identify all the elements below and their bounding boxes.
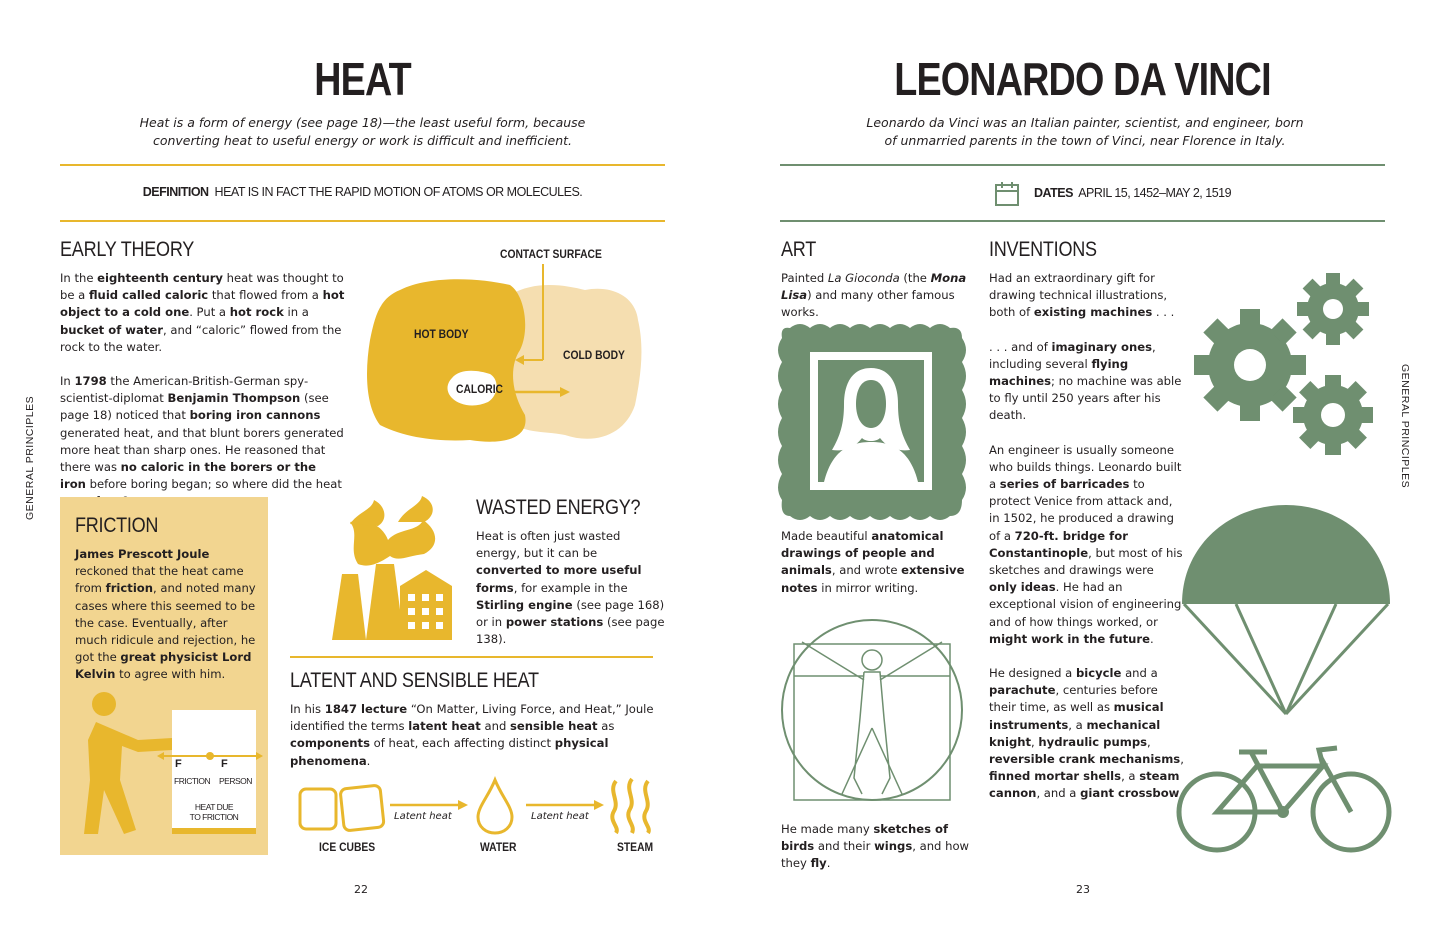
- label-water: WATER: [480, 840, 517, 854]
- inventions-text: Had an extraordinary gift for drawing technical illustrations, both of existing machines . . . . . . and of imaginary ones, including several flying machines; no machine was able to fly until 250 years after his death. An engineer is usually someone who builds things. Leonardo built a series of barricades to protect Venice from attack and, in 1502, he produced a drawing of a 720-ft. bridge for Constantinople, but most of his sketches and drawings were only ideas. He had an exceptional vision of engineering and of how things worked, or might work in the future. He designed a bicycle and a parachute, centuries before their time, as well as musical instruments, a mechanical knight, hydraulic pumps, reversible crank mechanisms, finned mortar shells, a steam cannon, and a giant crossbow.: [989, 271, 1184, 801]
- ice-cube-icon: [300, 789, 336, 829]
- label-steam: STEAM: [617, 840, 654, 854]
- heat-due-line1: HEAT DUE: [194, 802, 234, 812]
- phase-diagram: [298, 775, 658, 840]
- heat-intro: Heat is a form of energy (see page 18)—the least useful form, because converting heat to useful energy or work is difficult and inefficient.: [139, 115, 586, 148]
- side-label-left: GENERAL PRINCIPLES: [24, 395, 36, 520]
- vitruvian-man-icon: [772, 618, 972, 808]
- friction-heading-wrap: [75, 514, 172, 538]
- art-text-3: He made many sketches of birds and their wings, and how they fly.: [781, 822, 970, 871]
- gears-icon: [1195, 275, 1395, 475]
- page-number-left: 22: [354, 883, 368, 896]
- dates-text: APRIL 15, 1452–MAY 2, 1519: [1078, 186, 1232, 200]
- art-heading: ART: [781, 238, 817, 261]
- label-friction-small: FRICTION: [174, 776, 211, 786]
- heat-due-label: [172, 802, 256, 822]
- left-page-title-wrap: [60, 52, 665, 106]
- early-theory-heading-wrap: [60, 238, 216, 262]
- right-intro-wrap: [865, 114, 1305, 150]
- parachute-icon: [1180, 500, 1392, 720]
- water-drop-icon: [478, 780, 512, 833]
- f-label-person: F: [221, 758, 228, 770]
- wasted-energy-text: Heat is often just wasted energy, but it can be converted to more useful forms, for example in the Stirling engine (see page 168) or in power stations (see page 138).: [476, 529, 665, 647]
- art-text-2: Made beautiful anatomical drawings of people and animals, and wrote extensive notes in mirror writing.: [781, 529, 965, 595]
- side-label-right: GENERAL PRINCIPLES: [1399, 364, 1411, 489]
- heat-due-line2: TO FRICTION: [189, 812, 239, 822]
- dates-label: DATES: [1034, 186, 1073, 200]
- dates-line: [1034, 186, 1231, 200]
- early-theory-text: In the eighteenth century heat was thought to be a fluid called caloric that flowed from a hot object to a cold one. Put a hot rock in a bucket of water, and “caloric” flowed from the rock to the water. In 1798 the American-British-German spy-scientist-diplomat Benjamin Thompson (see page 18) noticed that boring iron cannons generated heat, and that blunt borers generated more heat than sharp ones. He reasoned that there was no caloric in the borers or the iron before boring began; so where did the heat: [60, 271, 345, 492]
- latent-text: In his 1847 lecture “On Matter, Living Force, and Heat,” Joule identified the terms latent heat and sensible heat as components of heat, each affecting distinct physical phenomena.: [290, 702, 654, 768]
- art-text-1: Painted La Gioconda (the Mona Lisa) and many other famous works.: [781, 271, 967, 320]
- latent-arrow-label-2: Latent heat: [531, 811, 589, 822]
- page-number-right: 23: [1076, 883, 1090, 896]
- bicycle-icon: [1175, 738, 1395, 858]
- mona-lisa-frame-icon: [780, 320, 970, 525]
- friction-illustration: [60, 680, 268, 855]
- wasted-energy-heading: WASTED ENERGY?: [476, 496, 641, 519]
- right-bottom-rule: [780, 220, 1385, 222]
- label-contact-surface: CONTACT SURFACE: [500, 247, 602, 261]
- right-page-title-wrap: [780, 52, 1385, 106]
- definition-label: DEFINITION: [142, 185, 209, 199]
- left-bottom-rule: [60, 220, 665, 222]
- calendar-icon: [994, 181, 1020, 207]
- page-title-leonardo: LEONARDO DA VINCI: [894, 53, 1271, 105]
- page-title-heat: HEAT: [314, 53, 411, 105]
- latent-rule: [290, 656, 653, 658]
- friction-heading: FRICTION: [75, 514, 159, 537]
- latent-heading-wrap: [290, 669, 579, 693]
- f-label-friction: F: [175, 758, 182, 770]
- wasted-heading-wrap: [476, 496, 667, 520]
- latent-heading: LATENT AND SENSIBLE HEAT: [290, 669, 539, 692]
- left-top-rule: [60, 164, 665, 166]
- definition-line: [60, 185, 665, 199]
- friction-text: James Prescott Joule reckoned that the heat came from friction, and noted many cases where this seemed to be the case. Eventually, after much ridicule and rejection, he got the great physicist Lord Kelvin to agree with him.: [75, 547, 256, 682]
- left-intro-wrap: [130, 114, 595, 150]
- label-person-small: PERSON: [219, 776, 252, 786]
- hot-body-shape: [367, 279, 526, 442]
- label-ice-cubes: ICE CUBES: [319, 840, 376, 854]
- right-top-rule: [780, 164, 1385, 166]
- latent-arrow-label-1: Latent heat: [394, 811, 452, 822]
- inventions-heading: INVENTIONS: [989, 238, 1097, 261]
- definition-text: HEAT IS IN FACT THE RAPID MOTION OF ATOMS OR MOLECULES.: [214, 185, 583, 199]
- label-caloric: CALORIC: [456, 382, 504, 396]
- leonardo-intro: Leonardo da Vinci was an Italian painter, scientist, and engineer, born of unmarried parents in the town of Vinci, near Florence in Italy.: [866, 115, 1304, 148]
- art-heading-wrap: [781, 238, 822, 262]
- label-hot-body: HOT BODY: [414, 327, 469, 341]
- early-theory-heading: EARLY THEORY: [60, 238, 195, 261]
- factory-icon: [328, 494, 458, 644]
- steam-icon: [612, 781, 617, 833]
- inventions-heading-wrap: [989, 238, 1114, 262]
- label-cold-body: COLD BODY: [563, 348, 625, 362]
